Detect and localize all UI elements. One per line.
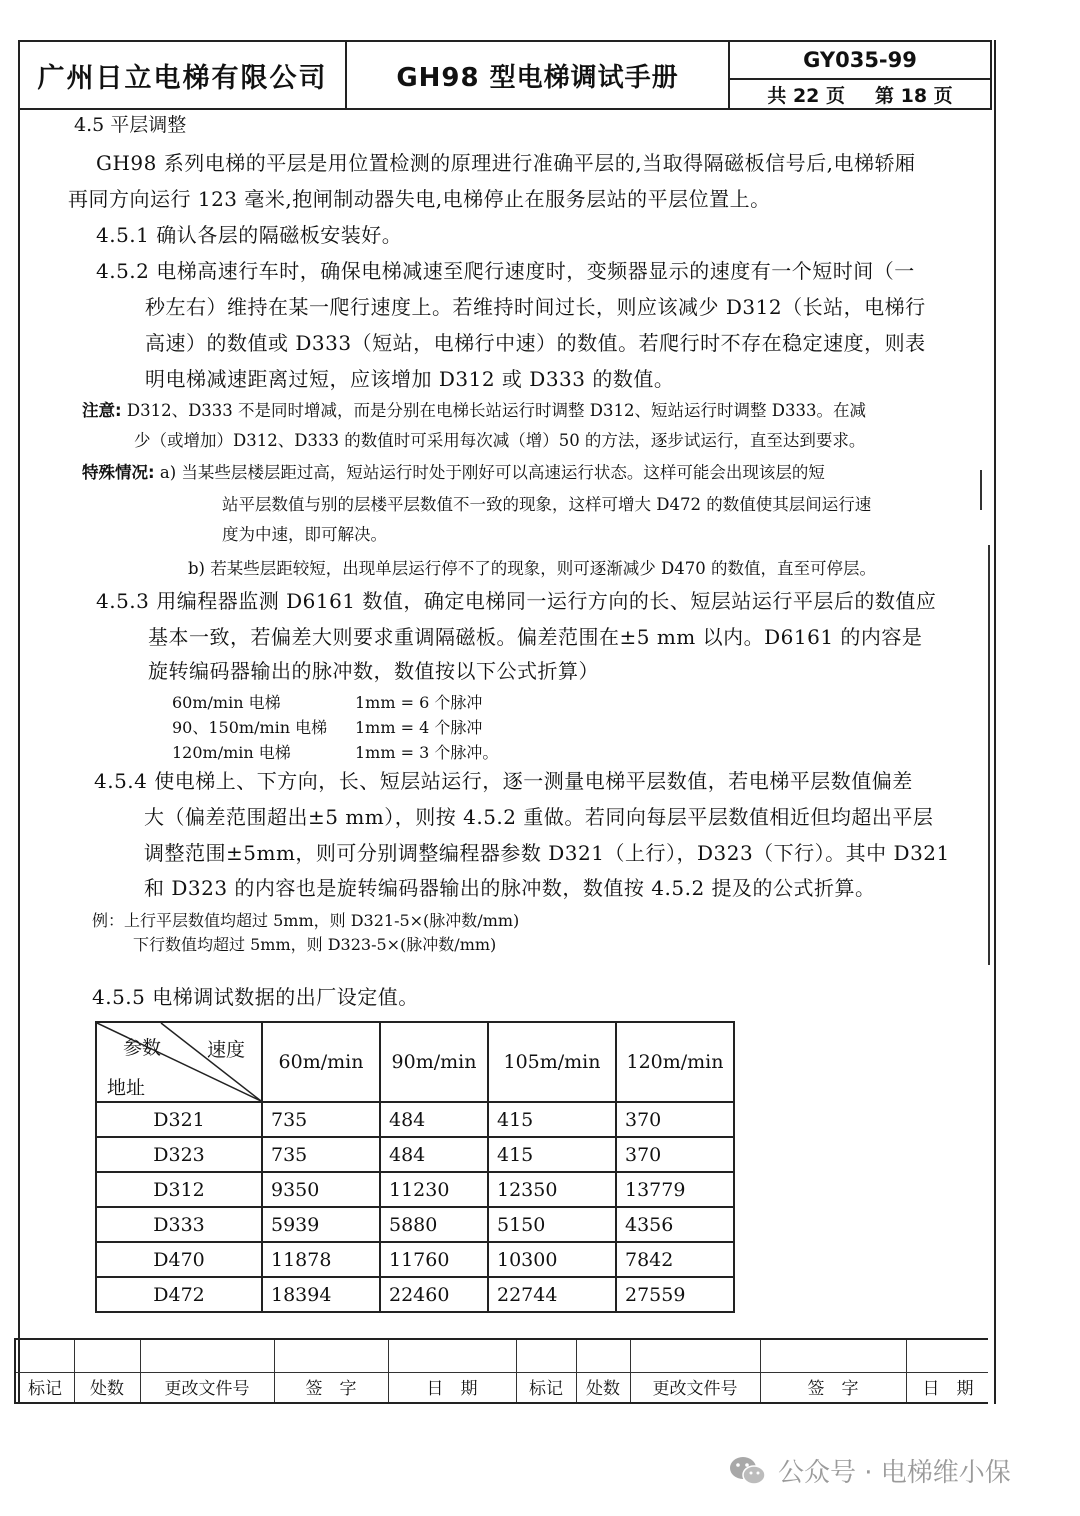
footer-label-signature: 签 字 bbox=[807, 1379, 859, 1399]
table-row bbox=[96, 1207, 734, 1242]
footer-label-change-doc: 更改文件号 bbox=[164, 1379, 250, 1399]
margin-mark bbox=[980, 470, 982, 510]
intro-line-2: 再同方向运行 123 毫米,抱闸制动器失电,电梯停止在服务层站的平层位置上。 bbox=[68, 187, 771, 211]
example-line-2: 下行数值均超过 5mm，则 D323-5×(脉冲数/mm) bbox=[133, 935, 497, 954]
value-cell: 7842 bbox=[616, 1242, 734, 1277]
value-cell: 13779 bbox=[616, 1172, 734, 1207]
address-cell: D323 bbox=[96, 1137, 262, 1172]
corner-address-label: 地址 bbox=[107, 1077, 146, 1099]
company-name: 广州日立电梯有限公司 bbox=[20, 42, 347, 108]
doc-number: GY035-99 bbox=[730, 42, 990, 80]
value-cell: 370 bbox=[616, 1137, 734, 1172]
address-cell: D333 bbox=[96, 1207, 262, 1242]
watermark-text: 公众号 · 电梯维小保 bbox=[778, 1458, 1011, 1488]
corner-param-label: 参数 bbox=[123, 1037, 162, 1059]
footer-label-date: 日 期 bbox=[922, 1379, 974, 1399]
doc-info bbox=[730, 42, 990, 108]
footer-label-date: 日 期 bbox=[426, 1379, 478, 1399]
wechat-icon bbox=[728, 1454, 768, 1488]
value-cell: 11230 bbox=[380, 1172, 488, 1207]
table-row bbox=[96, 1172, 734, 1207]
step-4-5-2-line-2: 秒左右）维持在某一爬行速度上。若维持时间过长，则应该减少 D312（长站，电梯行 bbox=[145, 295, 926, 319]
table-row bbox=[96, 1277, 734, 1312]
revision-footer bbox=[14, 1338, 988, 1404]
formula-speed-2: 90、150m/min 电梯 bbox=[172, 718, 328, 737]
column-header: 60m/min bbox=[262, 1022, 380, 1102]
value-cell: 11760 bbox=[380, 1242, 488, 1277]
value-cell: 415 bbox=[488, 1137, 616, 1172]
table-row bbox=[96, 1102, 734, 1137]
table-row bbox=[96, 1137, 734, 1172]
value-cell: 18394 bbox=[262, 1277, 380, 1312]
intro-line-1: GH98 系列电梯的平层是用位置检测的原理进行准确平层的,当取得隔磁板信号后,电梯轿厢 bbox=[96, 151, 916, 175]
margin-mark bbox=[988, 545, 990, 965]
step-4-5-3-line-2: 基本一致，若偏差大则要求重调隔磁板。偏差范围在±5 mm 以内。D6161 的内容是 bbox=[148, 625, 923, 649]
address-cell: D312 bbox=[96, 1172, 262, 1207]
value-cell: 370 bbox=[616, 1102, 734, 1137]
column-header: 105m/min bbox=[488, 1022, 616, 1102]
value-cell: 735 bbox=[262, 1102, 380, 1137]
step-4-5-3-line-1: 4.5.3 用编程器监测 D6161 数值，确定电梯同一运行方向的长、短层站运行平层后的数值应 bbox=[96, 589, 937, 613]
value-cell: 5939 bbox=[262, 1207, 380, 1242]
page-number: 第 18 页 bbox=[875, 84, 953, 107]
note-line-2: 少（或增加）D312、D333 的数值时可采用每次减（增）50 的方法，逐步试运行，直至达到要求。 bbox=[134, 431, 866, 450]
note-label: 注意: bbox=[82, 401, 122, 420]
value-cell: 415 bbox=[488, 1102, 616, 1137]
value-cell: 10300 bbox=[488, 1242, 616, 1277]
table-corner-cell bbox=[96, 1022, 262, 1102]
formula-rule-2: 1mm = 4 个脉冲 bbox=[355, 718, 483, 737]
note-block bbox=[82, 396, 866, 426]
document-header bbox=[18, 40, 992, 110]
formula-rule-1: 1mm = 6 个脉冲 bbox=[355, 693, 483, 712]
special-case-a-line-2: 站平层数值与别的层楼平层数值不一致的现象，这样可增大 D472 的数值使其层间运行速 bbox=[222, 495, 872, 514]
special-case-block bbox=[82, 458, 825, 488]
special-case-a-line-3: 度为中速，即可解决。 bbox=[222, 525, 387, 544]
footer-label-count: 处数 bbox=[90, 1379, 124, 1399]
value-cell: 11878 bbox=[262, 1242, 380, 1277]
special-case-a-line-1: a) 当某些层楼层距过高，短站运行时处于刚好可以高速运行状态。这样可能会出现该层的短 bbox=[159, 463, 825, 482]
step-4-5-4-line-3: 调整范围±5mm，则可分别调整编程器参数 D321（上行），D323（下行）。其中 D321 bbox=[144, 841, 950, 865]
corner-speed-label: 速度 bbox=[207, 1039, 246, 1061]
step-4-5-2-line-4: 明电梯减速距离过短，应该增加 D312 或 D333 的数值。 bbox=[145, 367, 675, 391]
value-cell: 5150 bbox=[488, 1207, 616, 1242]
section-heading: 4.5 平层调整 bbox=[74, 114, 187, 136]
step-4-5-1: 4.5.1 确认各层的隔磁板安装好。 bbox=[96, 223, 403, 247]
footer-label-change-doc: 更改文件号 bbox=[652, 1379, 738, 1399]
manual-title: GH98 型电梯调试手册 bbox=[347, 42, 730, 108]
column-header: 120m/min bbox=[616, 1022, 734, 1102]
special-case-b: b) 若某些层距较短，出现单层运行停不了的现象，则可逐渐减少 D470 的数值，直至可停层。 bbox=[188, 559, 876, 578]
value-cell: 5880 bbox=[380, 1207, 488, 1242]
footer-label-count: 处数 bbox=[586, 1379, 620, 1399]
column-header: 90m/min bbox=[380, 1022, 488, 1102]
footer-label-signature: 签 字 bbox=[305, 1379, 357, 1399]
footer-label-mark: 标记 bbox=[529, 1379, 563, 1399]
step-4-5-5: 4.5.5 电梯调试数据的出厂设定值。 bbox=[92, 985, 419, 1009]
formula-speed-1: 60m/min 电梯 bbox=[172, 693, 281, 712]
value-cell: 22460 bbox=[380, 1277, 488, 1312]
table-row bbox=[96, 1242, 734, 1277]
total-pages: 共 22 页 bbox=[767, 84, 845, 107]
footer-divider bbox=[16, 1372, 988, 1373]
value-cell: 22744 bbox=[488, 1277, 616, 1312]
step-4-5-2-line-1: 4.5.2 电梯高速行车时，确保电梯减速至爬行速度时，变频器显示的速度有一个短时间（一 bbox=[96, 259, 915, 283]
step-4-5-4-line-1: 4.5.4 使电梯上、下方向，长、短层站运行，逐一测量电梯平层数值，若电梯平层数值偏差 bbox=[94, 769, 913, 793]
page-info bbox=[730, 80, 990, 108]
address-cell: D321 bbox=[96, 1102, 262, 1137]
address-cell: D472 bbox=[96, 1277, 262, 1312]
value-cell: 9350 bbox=[262, 1172, 380, 1207]
footer-label-mark: 标记 bbox=[28, 1379, 62, 1399]
table-header-row bbox=[96, 1022, 734, 1102]
value-cell: 484 bbox=[380, 1102, 488, 1137]
step-4-5-4-line-4: 和 D323 的内容也是旋转编码器输出的脉冲数，数值按 4.5.2 提及的公式折算。 bbox=[144, 876, 876, 900]
value-cell: 735 bbox=[262, 1137, 380, 1172]
factory-settings-table bbox=[95, 1021, 735, 1313]
value-cell: 4356 bbox=[616, 1207, 734, 1242]
formula-rule-3: 1mm = 3 个脉冲。 bbox=[355, 743, 499, 762]
watermark bbox=[728, 1452, 1011, 1489]
formula-speed-3: 120m/min 电梯 bbox=[172, 743, 291, 762]
step-4-5-2-line-3: 高速）的数值或 D333（短站，电梯行中速）的数值。若爬行时不存在稳定速度，则表 bbox=[145, 331, 926, 355]
example-line-1: 例：上行平层数值均超过 5mm，则 D321-5×(脉冲数/mm) bbox=[92, 911, 520, 930]
value-cell: 27559 bbox=[616, 1277, 734, 1312]
value-cell: 12350 bbox=[488, 1172, 616, 1207]
value-cell: 484 bbox=[380, 1137, 488, 1172]
step-4-5-4-line-2: 大（偏差范围超出±5 mm），则按 4.5.2 重做。若同向每层平层数值相近但均超出平层 bbox=[144, 805, 934, 829]
step-4-5-3-line-3: 旋转编码器输出的脉冲数，数值按以下公式折算） bbox=[148, 659, 599, 683]
address-cell: D470 bbox=[96, 1242, 262, 1277]
special-case-label: 特殊情况: bbox=[82, 463, 155, 482]
note-line-1: D312、D333 不是同时增减，而是分别在电梯长站运行时调整 D312、短站运行时调整 D333。在减 bbox=[126, 401, 866, 420]
